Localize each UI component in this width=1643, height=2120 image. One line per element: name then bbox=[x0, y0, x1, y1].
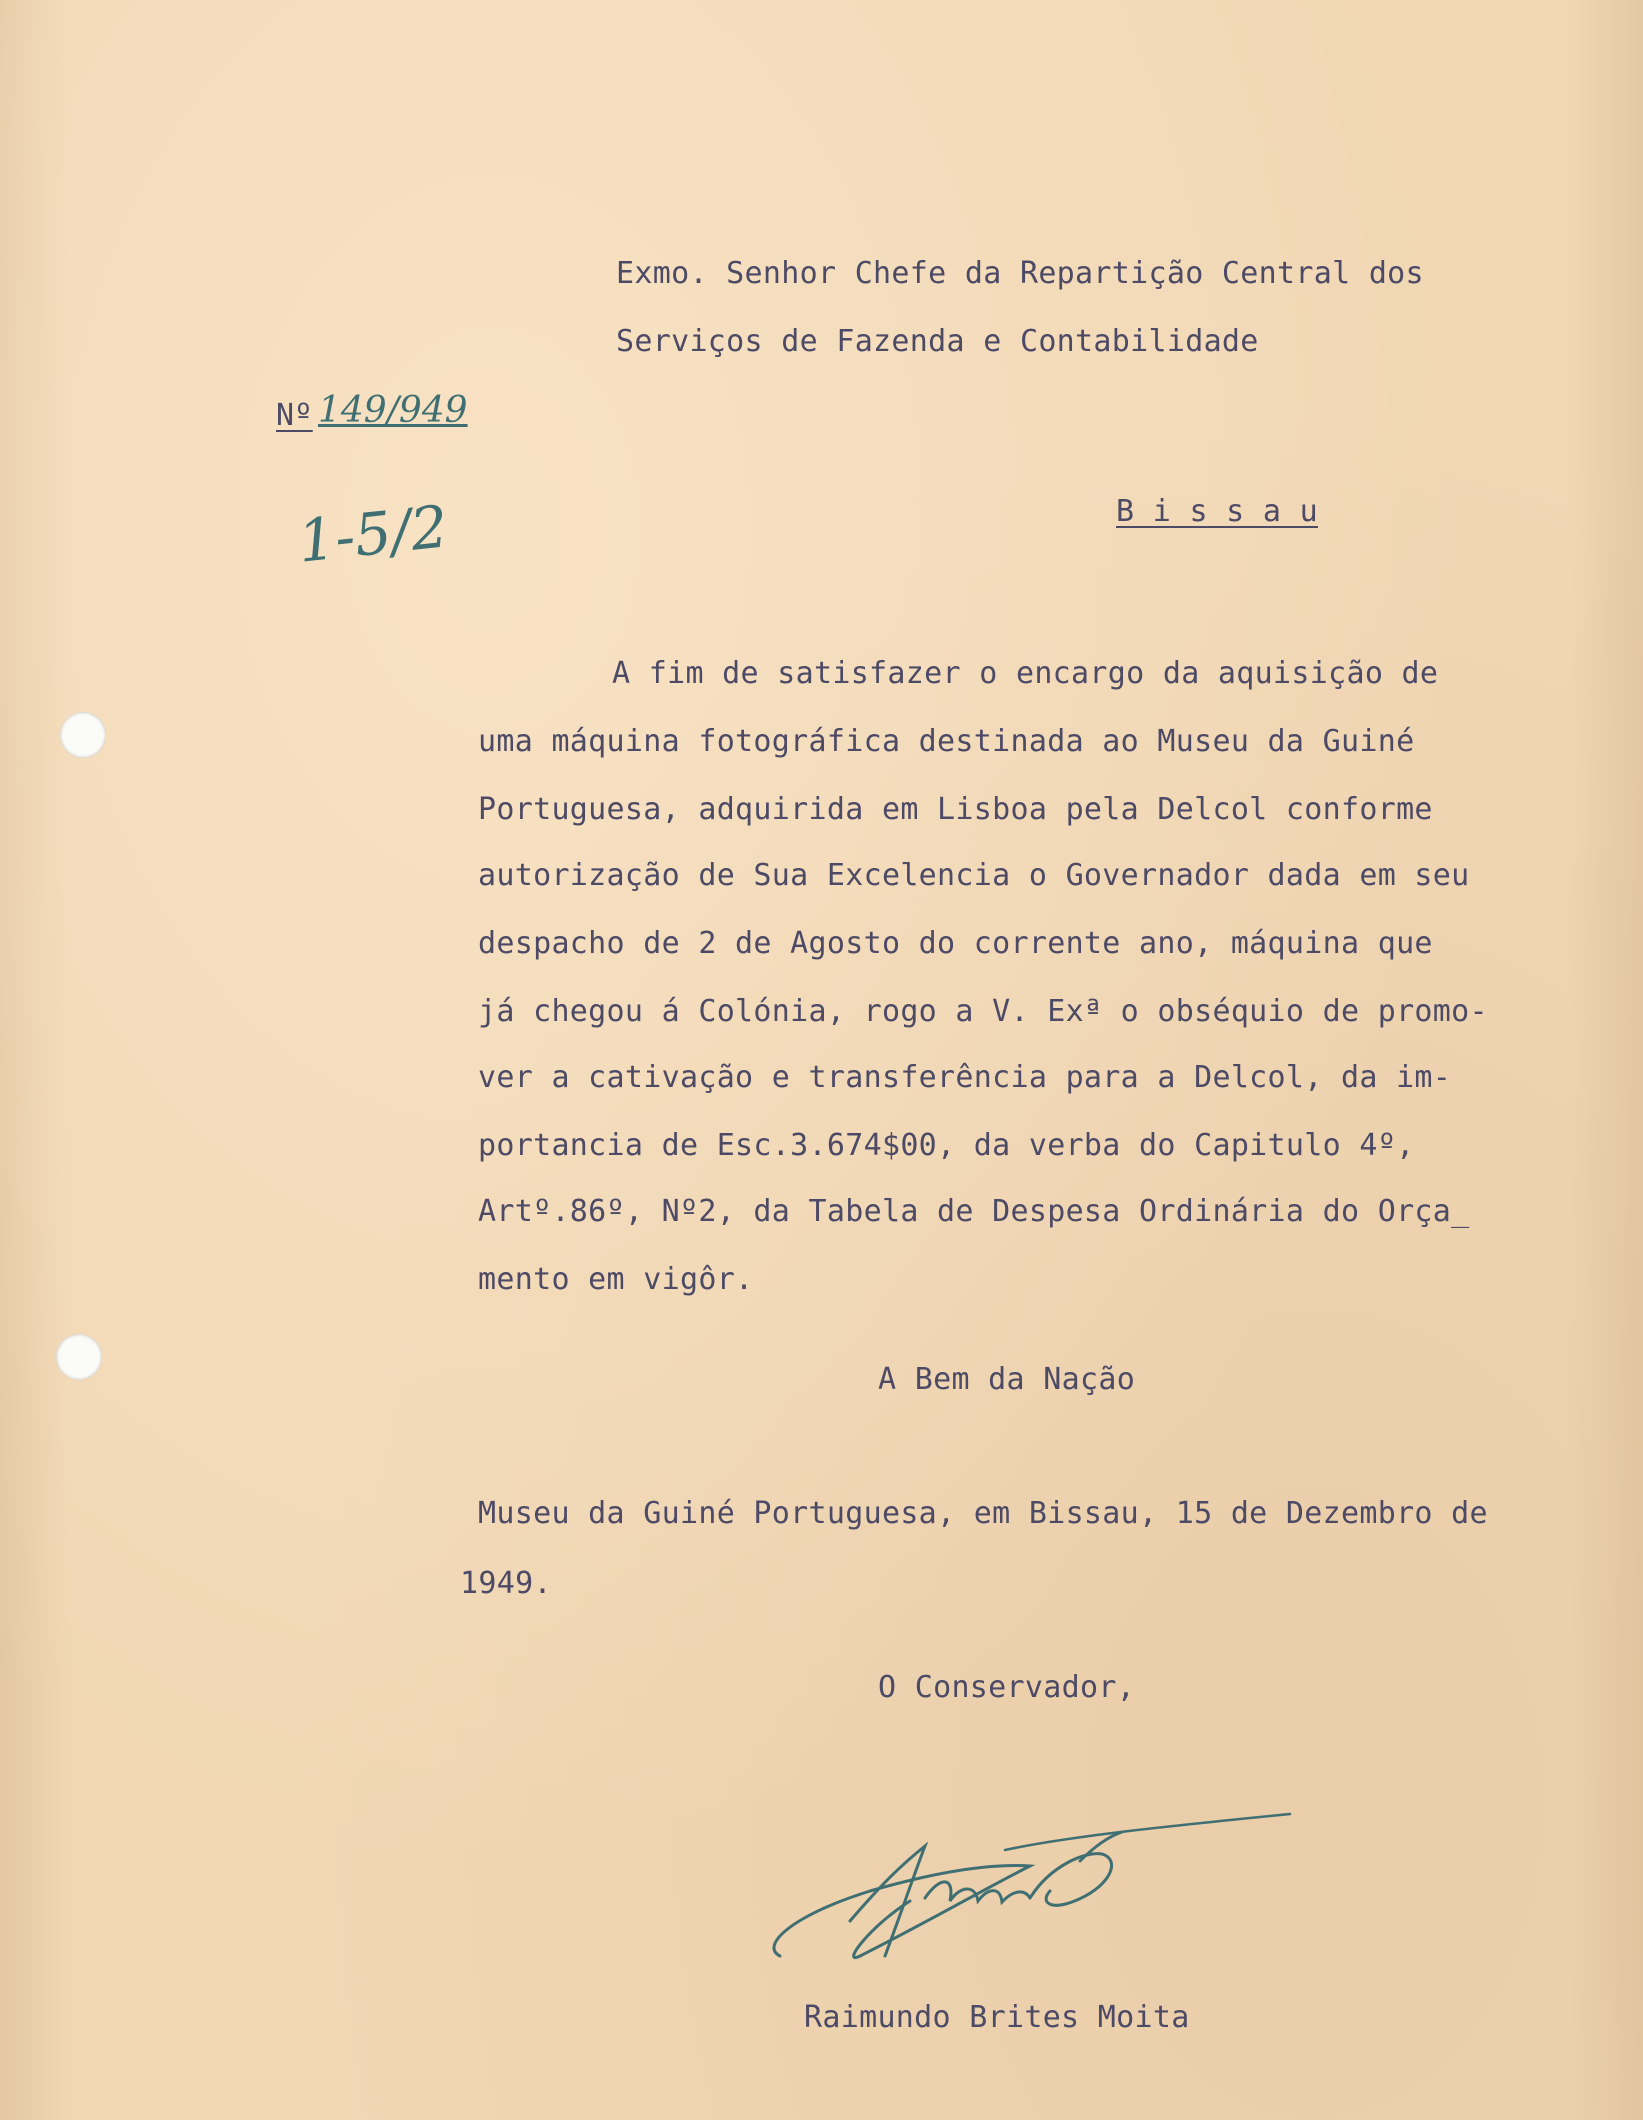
body-line: A fim de satisfazer o encargo da aquisição de bbox=[612, 656, 1439, 691]
punch-hole-top bbox=[60, 712, 106, 758]
closing-salutation: A Bem da Nação bbox=[878, 1362, 1136, 1397]
addressee-line-2: Serviços de Fazenda e Contabilidade bbox=[616, 324, 1259, 359]
body-line: ver a cativação e transferência para a Delcol, da im- bbox=[478, 1060, 1452, 1095]
body-line: despacho de 2 de Agosto do corrente ano, máquina que bbox=[478, 926, 1433, 961]
signoff: O Conservador, bbox=[878, 1670, 1136, 1705]
place-date-line-2: 1949. bbox=[460, 1566, 552, 1601]
body-line: uma máquina fotográfica destinada ao Museu da Guiné bbox=[478, 724, 1415, 759]
body-line: mento em vigôr. bbox=[478, 1262, 754, 1297]
body-line: já chegou á Colónia, rogo a V. Exª o obséquio de promo- bbox=[478, 994, 1488, 1029]
handwritten-code: 1-5/2 bbox=[294, 492, 451, 576]
punch-hole-bottom bbox=[56, 1334, 102, 1380]
addressee-line-1: Exmo. Senhor Chefe da Repartição Central dos bbox=[616, 256, 1424, 291]
handwritten-signature bbox=[750, 1806, 1310, 1976]
place-date-line-1: Museu da Guiné Portuguesa, em Bissau, 15 de Dezembro de bbox=[478, 1496, 1488, 1531]
reference-number-value: 149/949 bbox=[318, 390, 468, 431]
location-heading: B i s s a u bbox=[1116, 494, 1318, 529]
body-line: portancia de Esc.3.674$00, da verba do Capitulo 4º, bbox=[478, 1128, 1415, 1163]
body-line: autorização de Sua Excelencia o Governador dada em seu bbox=[478, 858, 1470, 893]
body-line: Artº.86º, Nº2, da Tabela de Despesa Ordinária do Orça_ bbox=[478, 1194, 1470, 1229]
body-line: Portuguesa, adquirida em Lisboa pela Delcol conforme bbox=[478, 792, 1433, 827]
signatory-name: Raimundo Brites Moita bbox=[804, 2000, 1190, 2035]
reference-prefix: Nº bbox=[276, 398, 313, 433]
